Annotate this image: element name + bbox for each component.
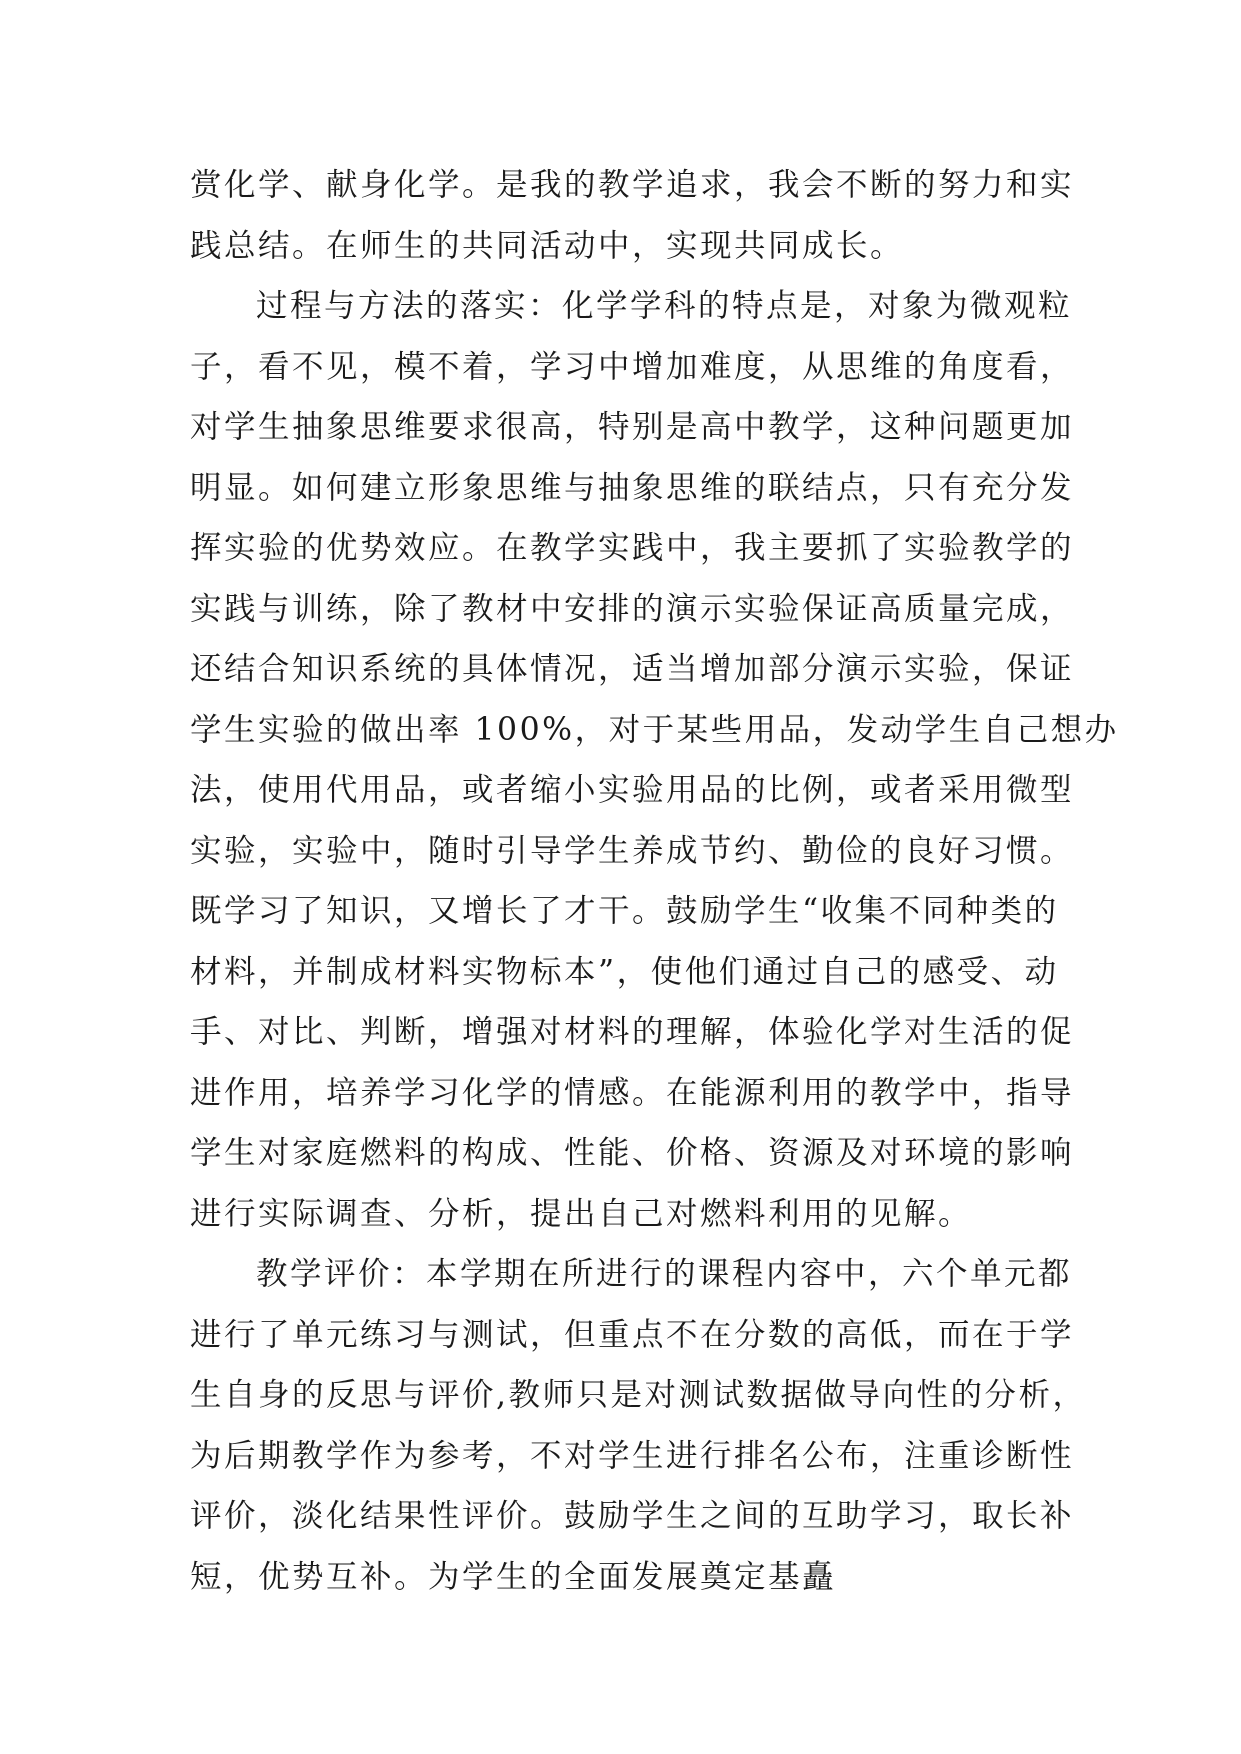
- text-line: 法，使用代用品，或者缩小实验用品的比例，或者采用微型: [190, 772, 1075, 808]
- text-line: 教学评价：本学期在所进行的课程内容中，六个单元都: [256, 1256, 1073, 1292]
- text-line: 进行了单元练习与测试，但重点不在分数的高低，而在于学: [190, 1316, 1075, 1353]
- text-line: 为后期教学作为参考，不对学生进行排名公布，注重诊断性: [190, 1437, 1075, 1474]
- text-line: 挥实验的优势效应。在教学实践中，我主要抓了实验教学的: [190, 530, 1075, 566]
- text-line: 进行实际调查、分析，提出自己对燃料利用的见解。: [190, 1195, 973, 1232]
- text-line: 过程与方法的落实：化学学科的特点是，对象为微观粒: [256, 288, 1073, 324]
- text-line: 学生对家庭燃料的构成、性能、价格、资源及对环境的影响: [190, 1135, 1075, 1171]
- text-line: 学生实验的做出率 100%，对于某些用品，发动学生自己想办: [190, 711, 1119, 748]
- text-line: 评价，淡化结果性评价。鼓励学生之间的互助学习，取长补: [190, 1498, 1075, 1534]
- text-line: 短，优势互补。为学生的全面发展奠定基矗: [190, 1558, 837, 1595]
- text-line: 实验，实验中，随时引导学生养成节约、勤俭的良好习惯。: [190, 832, 1075, 869]
- body-text: [190, 155, 1119, 1607]
- text-line: 对学生抽象思维要求很高，特别是高中教学，这种问题更加: [190, 409, 1075, 445]
- text-line: 赏化学、献身化学。是我的教学追求，我会不断的努力和实: [190, 167, 1075, 203]
- text-line: 生自身的反思与评价,教师只是对测试数据做导向性的分析，: [190, 1377, 1087, 1413]
- text-line: 实践与训练，除了教材中安排的演示实验保证高质量完成，: [190, 590, 1075, 627]
- text-line: 既学习了知识，又增长了才干。鼓励学生“收集不同种类的: [190, 893, 1059, 929]
- text-line: 明显。如何建立形象思维与抽象思维的联结点，只有充分发: [190, 469, 1075, 506]
- text-line: 践总结。在师生的共同活动中，实现共同成长。: [190, 227, 905, 264]
- text-line: 手、对比、判断，增强对材料的理解，体验化学对生活的促: [190, 1014, 1075, 1050]
- text-line: 子，看不见，模不着，学习中增加难度，从思维的角度看，: [190, 348, 1075, 385]
- text-line: 材料，并制成材料实物标本”，使他们通过自己的感受、动: [190, 953, 1059, 990]
- text-line: 进作用，培养学习化学的情感。在能源利用的教学中，指导: [190, 1074, 1075, 1111]
- text-line: 还结合知识系统的具体情况，适当增加部分演示实验，保证: [190, 651, 1075, 687]
